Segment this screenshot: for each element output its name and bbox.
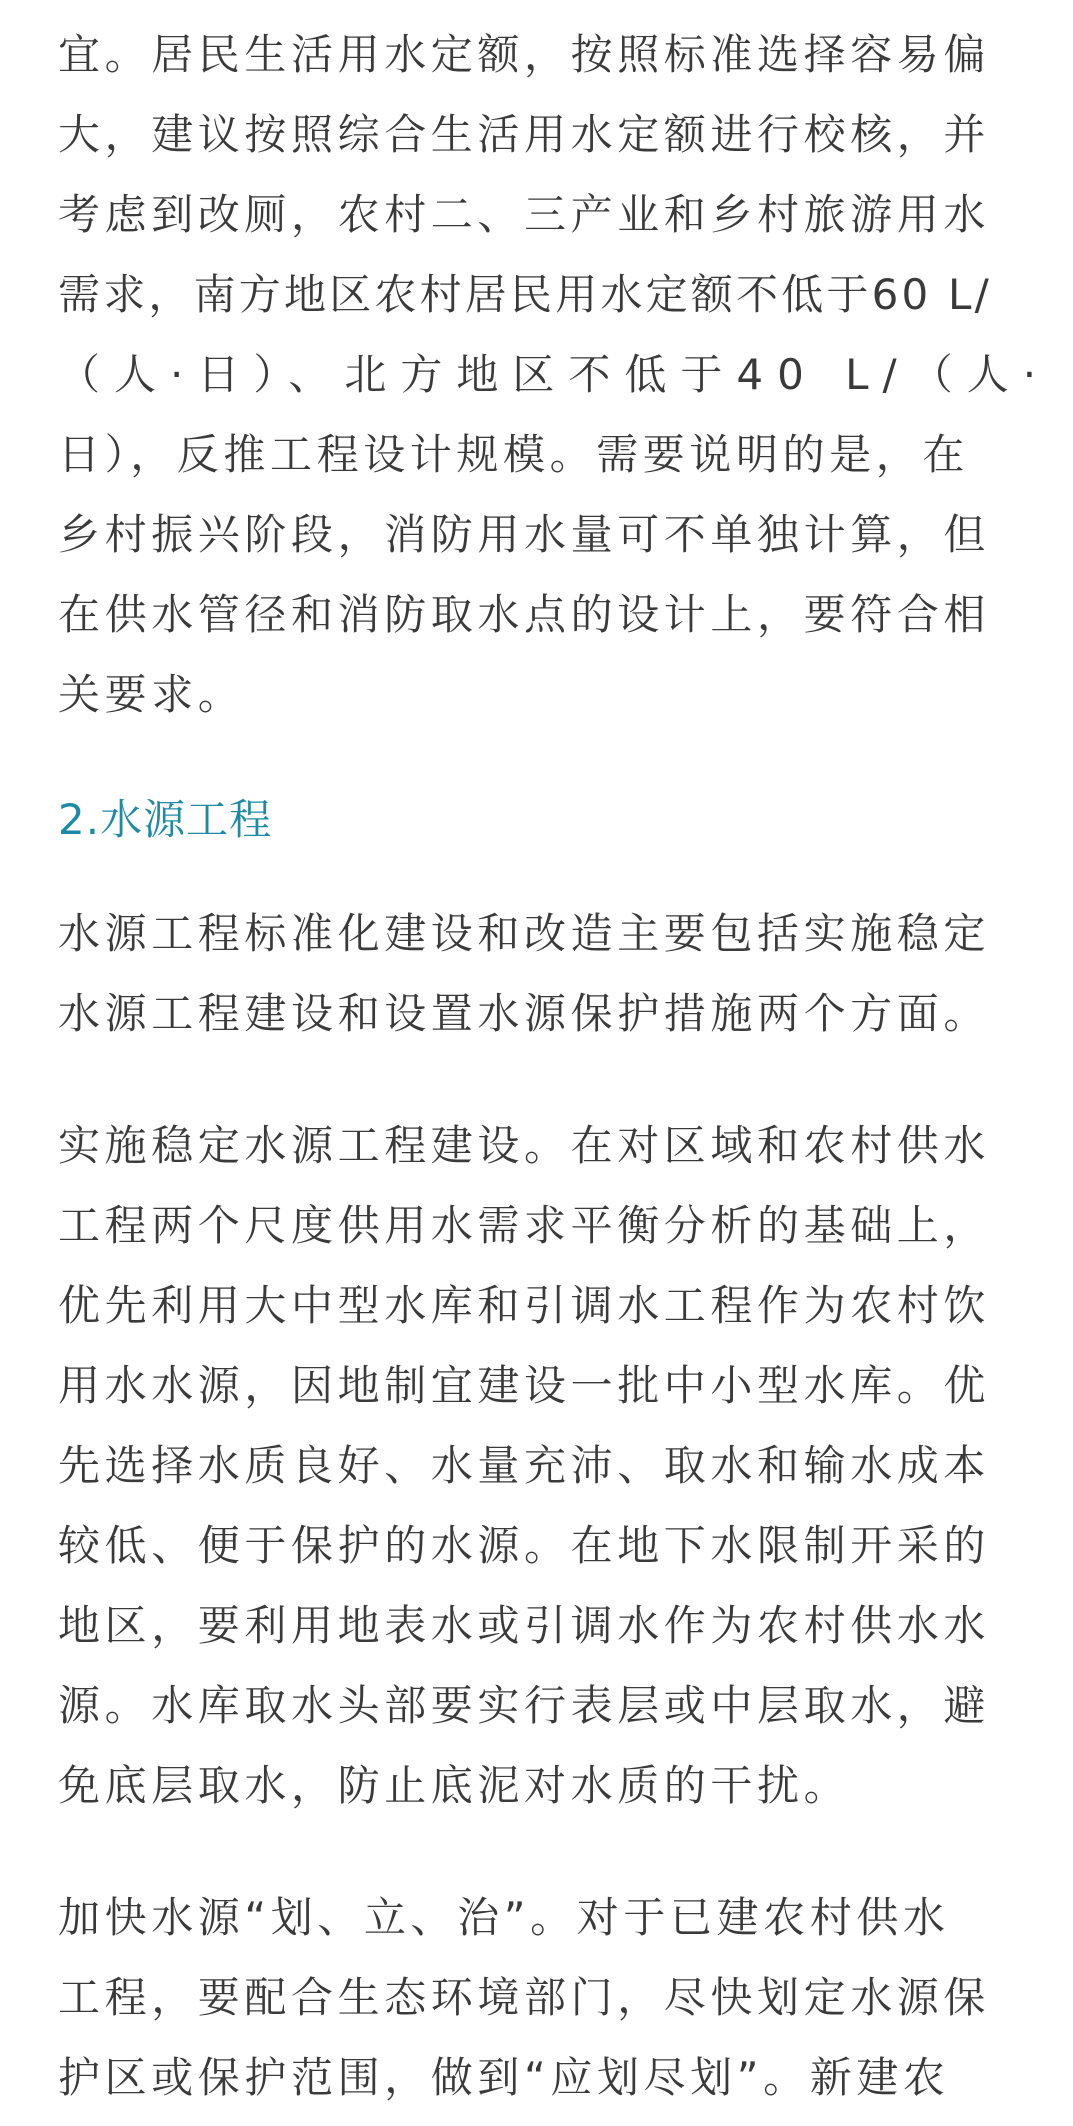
paragraph-line: 用水水源，因地制宜建设一批中小型水库。优	[58, 1361, 991, 1410]
paragraph-line: 实施稳定水源工程建设。在对区域和农村供水	[58, 1121, 991, 1170]
paragraph-line: 先选择水质良好、水量充沛、取水和输水成本	[58, 1441, 991, 1490]
paragraph-line: 乡村振兴阶段，消防用水量可不单独计算，但	[58, 510, 991, 559]
paragraph-line: 护区或保护范围，做到“应划尽划”。新建农	[58, 2053, 950, 2102]
paragraph-line: 加快水源“划、立、治”。对于已建农村供水	[58, 1893, 950, 1942]
paragraph-line: 需求，南方地区农村居民用水定额不低于60 L/	[58, 270, 992, 319]
paragraph-line: 大，建议按照综合生活用水定额进行校核，并	[58, 110, 991, 159]
paragraph-line: 免底层取水，防止底泥对水质的干扰。	[58, 1761, 851, 1810]
paragraph-line: 在供水管径和消防取水点的设计上，要符合相	[58, 590, 991, 639]
paragraph-line: 水源工程标准化建设和改造主要包括实施稳定	[58, 909, 991, 958]
paragraph-line: 源。水库取水头部要实行表层或中层取水，避	[58, 1681, 991, 1730]
paragraph-line: 地区，要利用地表水或引调水作为农村供水水	[58, 1601, 991, 1650]
paragraph-line: 优先利用大中型水库和引调水工程作为农村饮	[58, 1281, 991, 1330]
paragraph-line: 工程，要配合生态环境部门，尽快划定水源保	[58, 1973, 991, 2022]
paragraph-line: 水源工程建设和设置水源保护措施两个方面。	[58, 989, 991, 1038]
paragraph-line: 关要求。	[58, 670, 245, 719]
paragraph-line: 考虑到改厕，农村二、三产业和乡村旅游用水	[58, 190, 991, 239]
paragraph-line: （人·日）、北方地区不低于40 L/（人·	[58, 350, 1051, 399]
section-heading: 2.水源工程	[58, 795, 273, 844]
paragraph-line: 日），反推工程设计规模。需要说明的是，在	[58, 430, 970, 479]
paragraph-line: 较低、便于保护的水源。在地下水限制开采的	[58, 1521, 991, 1570]
paragraph-line: 工程两个尺度供用水需求平衡分析的基础上，	[58, 1201, 991, 1250]
paragraph-line: 宜。居民生活用水定额，按照标准选择容易偏	[58, 30, 991, 79]
